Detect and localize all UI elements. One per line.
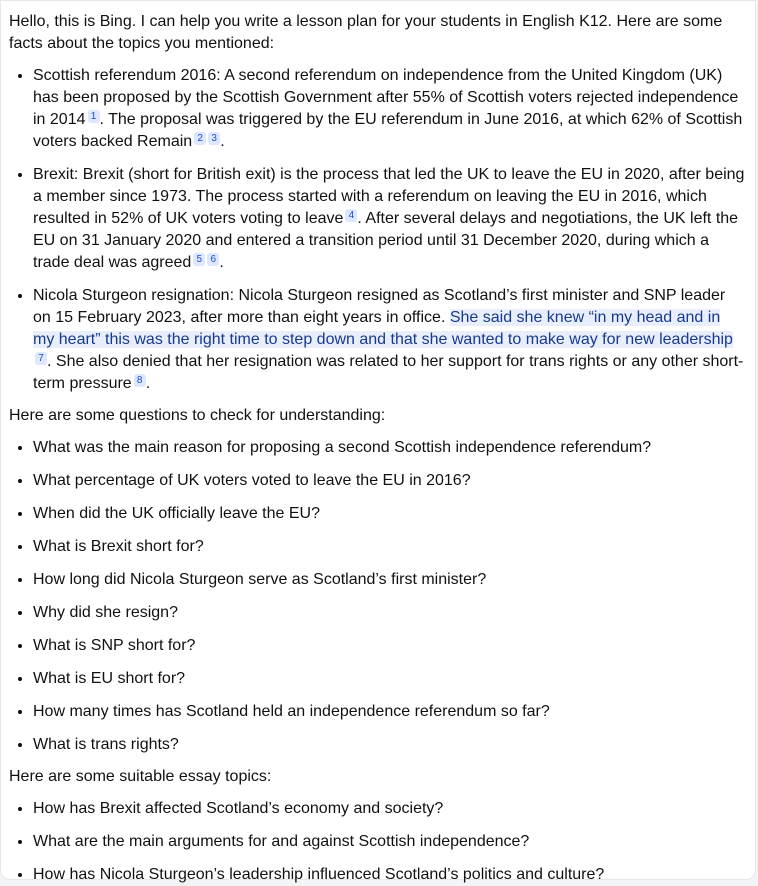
list-item: • What is trans rights?: [33, 733, 745, 756]
list-item: • How has Nicola Sturgeon’s leadership influenced Scotland’s politics and culture?: [33, 863, 745, 886]
citation-link-3[interactable]: 3: [208, 132, 220, 145]
list-item: • What percentage of UK voters voted to leave the EU in 2016?: [33, 469, 745, 492]
citation-link-1[interactable]: 1: [88, 110, 100, 123]
list-item: • When did the UK officially leave the EU?: [33, 502, 745, 525]
citation-link-6[interactable]: 6: [207, 253, 219, 266]
list-item: • What is EU short for?: [33, 667, 745, 690]
list-item: • How many times has Scotland held an independence referendum so far?: [33, 700, 745, 723]
citation-link-7[interactable]: 7: [35, 352, 47, 365]
list-item: • Why did she resign?: [33, 601, 745, 624]
list-item: • How has Brexit affected Scotland’s economy and society?: [33, 797, 745, 820]
citation-link-5[interactable]: 5: [193, 253, 205, 266]
citation-link-8[interactable]: 8: [134, 374, 146, 387]
fact-sturgeon-resignation: • Nicola Sturgeon resignation: Nicola Sturgeon resigned as Scotland’s first minister and SNP leader on 15 February 2023, after more than eight years in office. She said she knew “in my head and in my heart” this was the right time to step down and that she wanted to make way for new leadership7 . She also denied that her resignation was related to her support for trans rights or any other short-term pressure 8 .: [33, 284, 745, 395]
essay-heading: Here are some suitable essay topics:: [9, 768, 272, 785]
fact-scottish-referendum: • Scottish referendum 2016: A second referendum on independence from the United Kingdom (UK) has been proposed by the Scottish Government after 55% of Scottish voters rejected independence in 2014 1 . The proposal was triggered by the EU referendum in June 2016, at which 62% of Scottish voters backed Remain 2 3 .: [33, 64, 745, 153]
list-item: • What is Brexit short for?: [33, 535, 745, 558]
citation-link-2[interactable]: 2: [194, 132, 206, 145]
questions-heading: Here are some questions to check for understanding:: [9, 407, 386, 424]
fact-brexit: • Brexit: Brexit (short for British exit) is the process that led the UK to leave the EU in 2020, after being a member since 1973. The process started with a referendum on leaving the EU in 2016, which resulted in 52% of UK voters voting to leave 4 . After several delays and negotiations, the UK left the EU on 31 January 2020 and entered a transition period until 31 December 2020, during which a trade deal was agreed 5 6 .: [33, 163, 745, 274]
facts-list: [9, 64, 745, 395]
highlighted-text[interactable]: She said she knew “in my head and in my heart” this was the right time to step down and that she wanted to make way for new leadership: [33, 309, 733, 348]
questions-list: [9, 436, 745, 756]
intro-text: Hello, this is Bing. I can help you write a lesson plan for your students in English K12. Here are some facts about the topics you mentioned:: [9, 13, 723, 52]
citation-link-4[interactable]: 4: [345, 209, 357, 222]
list-item: • What is SNP short for?: [33, 634, 745, 657]
list-item: • What are the main arguments for and against Scottish independence?: [33, 830, 745, 853]
list-item: • How long did Nicola Sturgeon serve as Scotland’s first minister?: [33, 568, 745, 591]
essay-list: [9, 797, 745, 886]
list-item: • What was the main reason for proposing a second Scottish independence referendum?: [33, 436, 745, 459]
